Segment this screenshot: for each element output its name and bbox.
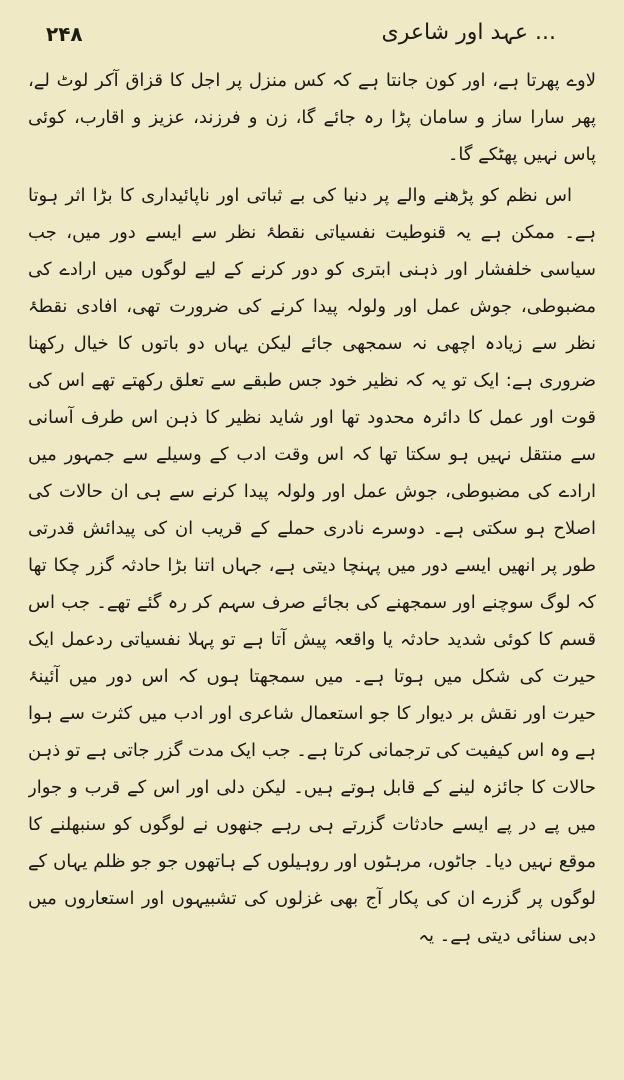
page-header bbox=[28, 12, 596, 52]
paragraph-continuation: لاوے پھرتا ہے، اور کون جانتا ہے کہ کس منزل پر اجل کا قزاق آکر لوٹ لے، پھر سارا ساز و سامان پڑا رہ جائے گا، زن و فرزند، عزیز و اقارب، کوئی پاس نہیں پھٹکے گا۔ bbox=[28, 70, 596, 165]
body-text bbox=[28, 62, 596, 1060]
running-title: ... عہد اور شاعری bbox=[381, 20, 556, 45]
page-number: ۲۴۸ bbox=[46, 22, 83, 46]
paragraph-main: اس نظم کو پڑھنے والے پر دنیا کی بے ثباتی اور ناپائیداری کا بڑا اثر ہوتا ہے۔ ممکن ہے یہ قنوطیت نفسیاتی نقطۂ نظر سے ایسے دور میں، جب سیاسی خلفشار اور ذہنی ابتری کو دور کرنے کے لیے لوگوں میں ارادے کی مضبوطی، جوش عمل اور ولولہ پیدا کرنے کی ضرورت تھی، افادی نقطۂ نظر سے زیادہ اچھی نہ سمجھی جائے لیکن یہاں دو باتوں کا خیال رکھنا ضروری ہے: ایک تو یہ کہ نظیر خود جس طبقے سے تعلق رکھتے تھے اس کی قوت اور عمل کا دائرہ محدود تھا اور شاید نظیر کا ذہن اس طرف آسانی سے منتقل نہیں ہو سکتا تھا کہ اس وقت ادب کے وسیلے سے جمہور میں ارادے کی مضبوطی، جوش عمل اور ولولہ پیدا کرنے سے ہی ان حالات کی اصلاح ہو سکتی ہے۔ دوسرے نادری حملے کے قریب ان کی پیدائش قدرتی طور پر انھیں ایسے دور میں پہنچا دیتی ہے، جہاں اتنا بڑا حادثہ گزر چکا تھا کہ لوگ سوچنے اور سمجھنے کی بجائے صرف سہم کر رہ گئے تھے۔ جب اس قسم کا کوئی شدید حادثہ یا واقعہ پیش آتا ہے تو پہلا نفسیاتی ردعمل ایک حیرت کی شکل میں ہوتا ہے۔ میں سمجھتا ہوں کہ اس دور میں آئینۂ حیرت اور نقش بر دیوار کا جو استعمال شاعری اور ادب میں کثرت سے ہوا ہے وہ اس کیفیت کی ترجمانی کرتا ہے۔ جب ایک مدت گزر جاتی ہے تو ذہن حالات کا جائزہ لینے کے قابل ہوتے ہیں۔ لیکن دلی اور اس کے قرب و جوار میں پے در پے ایسے حادثات گزرتے ہی رہے جنھوں نے لوگوں کو سنبھلنے کا موقع نہیں دیا۔ جاٹوں، مرہٹوں اور روہیلوں کے ہاتھوں جو جو ظلم یہاں کے لوگوں پر گزرے ان کی پکار آج بھی غزلوں کی تشبیہوں اور استعاروں میں دبی سنائی دیتی ہے۔ یہ bbox=[28, 185, 596, 946]
